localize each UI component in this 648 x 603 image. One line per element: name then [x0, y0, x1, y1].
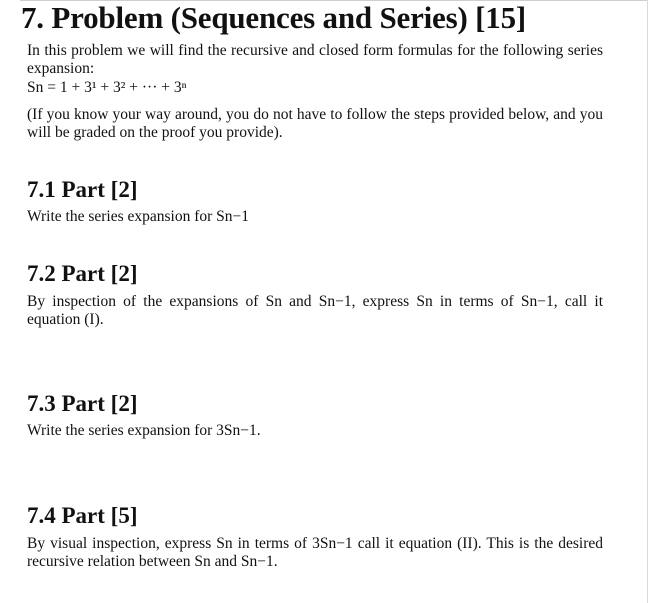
part-7-2-heading: 7.2 Part [2] — [27, 261, 138, 286]
series-formula: Sn = 1 + 3¹ + 3² + ··· + 3ⁿ — [27, 79, 187, 96]
part-7-1-text: Write the series expansion for Sn−1 — [27, 208, 250, 225]
intro-line: In this problem we will find the recursive and closed form formulas for the following series expansion: — [27, 42, 603, 77]
intro-note: (If you know your way around, you do not have to follow the steps provided below, and you will be graded on the proof you provide). — [27, 106, 603, 141]
part-7-3-heading: 7.3 Part [2] — [27, 391, 138, 416]
part-7-3-text: Write the series expansion for 3Sn−1. — [27, 422, 261, 439]
part-7-2-text: By inspection of the expansions of Sn and Sn−1, express Sn in terms of Sn−1, call it equation (I). — [27, 293, 603, 328]
problem-title: 7. Problem (Sequences and Series) [15] — [21, 0, 527, 35]
part-7-4-text: By visual inspection, express Sn in terms of 3Sn−1 call it equation (II). This is the desired recursive relation between Sn and Sn−1. — [27, 535, 603, 570]
part-7-1-heading: 7.1 Part [2] — [27, 177, 138, 202]
part-7-4-heading: 7.4 Part [5] — [27, 503, 138, 528]
